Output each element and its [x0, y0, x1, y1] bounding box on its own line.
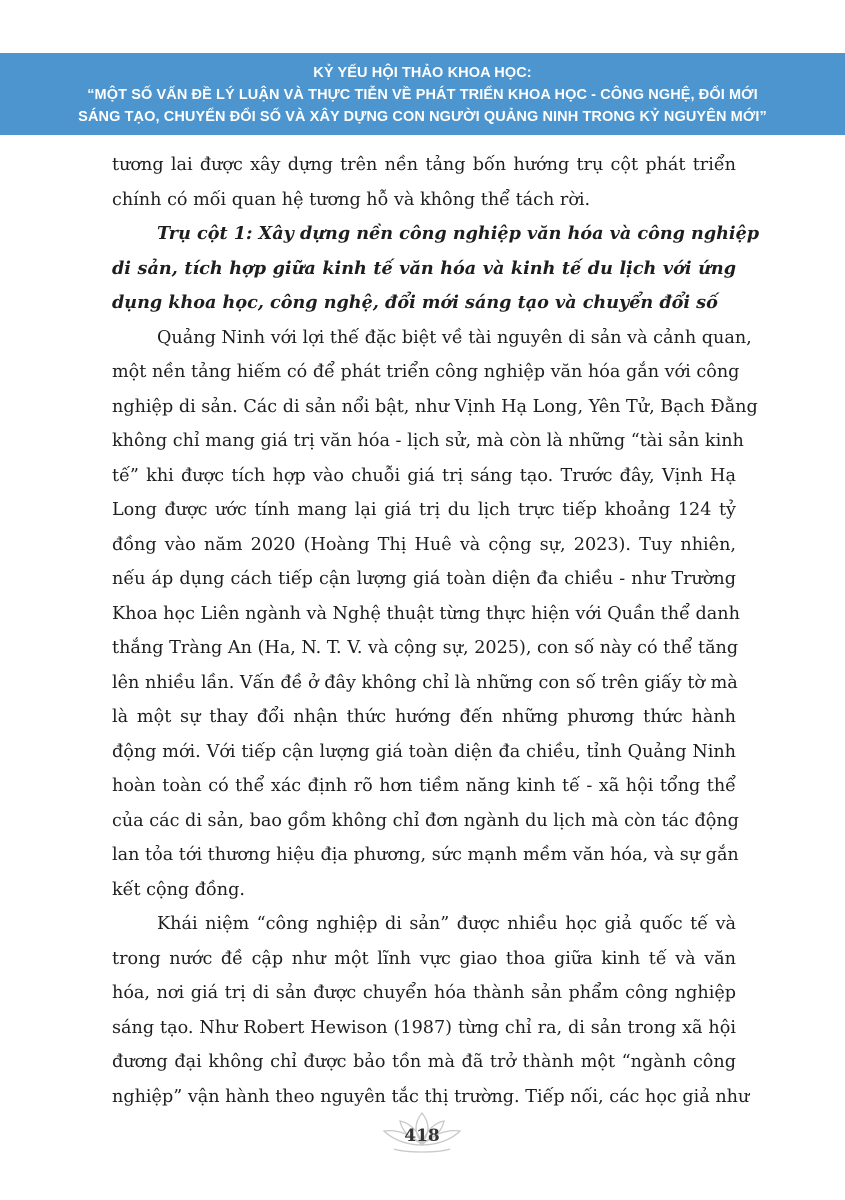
text-line: nghiệp di sản. Các di sản nổi bật, như Vịnh Hạ Long, Yên Tử, Bạch Đằng	[112, 396, 758, 417]
text-line: lan tỏa tới thương hiệu địa phương, sức mạnh mềm văn hóa, và sự gắn	[112, 845, 739, 865]
heading-line: di sản, tích hợp giữa kinh tế văn hóa và kinh tế du lịch với ứng	[112, 257, 736, 279]
page-body	[112, 148, 760, 1114]
text-line: thắng Tràng An (Ha, N. T. V. và cộng sự, 2025), con số này có thể tăng	[112, 638, 739, 658]
text-line: tế” khi được tích hợp vào chuỗi giá trị sáng tạo. Trước đây, Vịnh Hạ	[112, 465, 736, 486]
text-line: kết cộng đồng.	[112, 879, 245, 900]
text-line: của các di sản, bao gồm không chỉ đơn ngành du lịch mà còn tác động	[112, 810, 739, 831]
heading-line: Trụ cột 1: Xây dựng nền công nghiệp văn hóa và công nghiệp	[157, 223, 760, 244]
text-line: đương đại không chỉ được bảo tồn mà đã trở thành một “ngành công	[112, 1052, 736, 1072]
text-line: Khoa học Liên ngành và Nghệ thuật từng thực hiện với Quần thể danh	[112, 603, 740, 624]
paragraph-1	[112, 148, 736, 217]
header-subtitle-line-1: “MỘT SỐ VẤN ĐỀ LÝ LUẬN VÀ THỰC TIỄN VỀ PHÁT TRIỂN KHOA HỌC - CÔNG NGHỆ, ĐỔI MỚI	[87, 87, 758, 103]
text-line: chính có mối quan hệ tương hỗ và không thể tách rời.	[112, 189, 591, 210]
paragraph-2	[112, 321, 758, 908]
text-line: tương lai được xây dựng trên nền tảng bốn hướng trụ cột phát triển	[112, 155, 736, 175]
header-subtitle-line-2: SÁNG TẠO, CHUYỂN ĐỔI SỐ VÀ XÂY DỰNG CON NGƯỜI QUẢNG NINH TRONG KỶ NGUYÊN MỚI”	[78, 109, 767, 125]
text-line: một nền tảng hiếm có để phát triển công nghiệp văn hóa gắn với công	[112, 362, 740, 382]
text-line: đồng vào năm 2020 (Hoàng Thị Huê và cộng sự, 2023). Tuy nhiên,	[112, 534, 736, 555]
text-line: Long được ước tính mang lại giá trị du lịch trực tiếp khoảng 124 tỷ	[112, 500, 736, 520]
page-footer	[372, 1109, 472, 1157]
text-line: hoàn toàn có thể xác định rõ hơn tiềm năng kinh tế - xã hội tổng thể	[112, 776, 736, 796]
heading-line: dụng khoa học, công nghệ, đổi mới sáng tạo và chuyển đổi số	[112, 292, 718, 313]
text-line: nghiệp” vận hành theo nguyên tắc thị trường. Tiếp nối, các học giả như	[112, 1086, 750, 1107]
text-line: sáng tạo. Như Robert Hewison (1987) từng chỉ ra, di sản trong xã hội	[112, 1017, 736, 1038]
section-heading	[112, 217, 760, 321]
text-line: Quảng Ninh với lợi thế đặc biệt về tài nguyên di sản và cảnh quan,	[157, 327, 752, 348]
running-header	[0, 53, 845, 135]
text-line: là một sự thay đổi nhận thức hướng đến những phương thức hành	[112, 707, 736, 727]
text-line: nếu áp dụng cách tiếp cận lượng giá toàn diện đa chiều - như Trường	[112, 569, 736, 589]
text-line: trong nước đề cập như một lĩnh vực giao thoa giữa kinh tế và văn	[112, 948, 736, 969]
page-number: 418	[404, 1126, 440, 1146]
text-line: Khái niệm “công nghiệp di sản” được nhiều học giả quốc tế và	[157, 914, 736, 934]
text-line: không chỉ mang giá trị văn hóa - lịch sử, mà còn là những “tài sản kinh	[112, 431, 744, 451]
text-line: hóa, nơi giá trị di sản được chuyển hóa thành sản phẩm công nghiệp	[112, 983, 736, 1003]
text-line: động mới. Với tiếp cận lượng giá toàn diện đa chiều, tỉnh Quảng Ninh	[112, 741, 736, 762]
header-title: KỶ YẾU HỘI THẢO KHOA HỌC:	[313, 65, 532, 81]
paragraph-3	[112, 907, 750, 1114]
text-line: lên nhiều lần. Vấn đề ở đây không chỉ là những con số trên giấy tờ mà	[112, 672, 738, 693]
